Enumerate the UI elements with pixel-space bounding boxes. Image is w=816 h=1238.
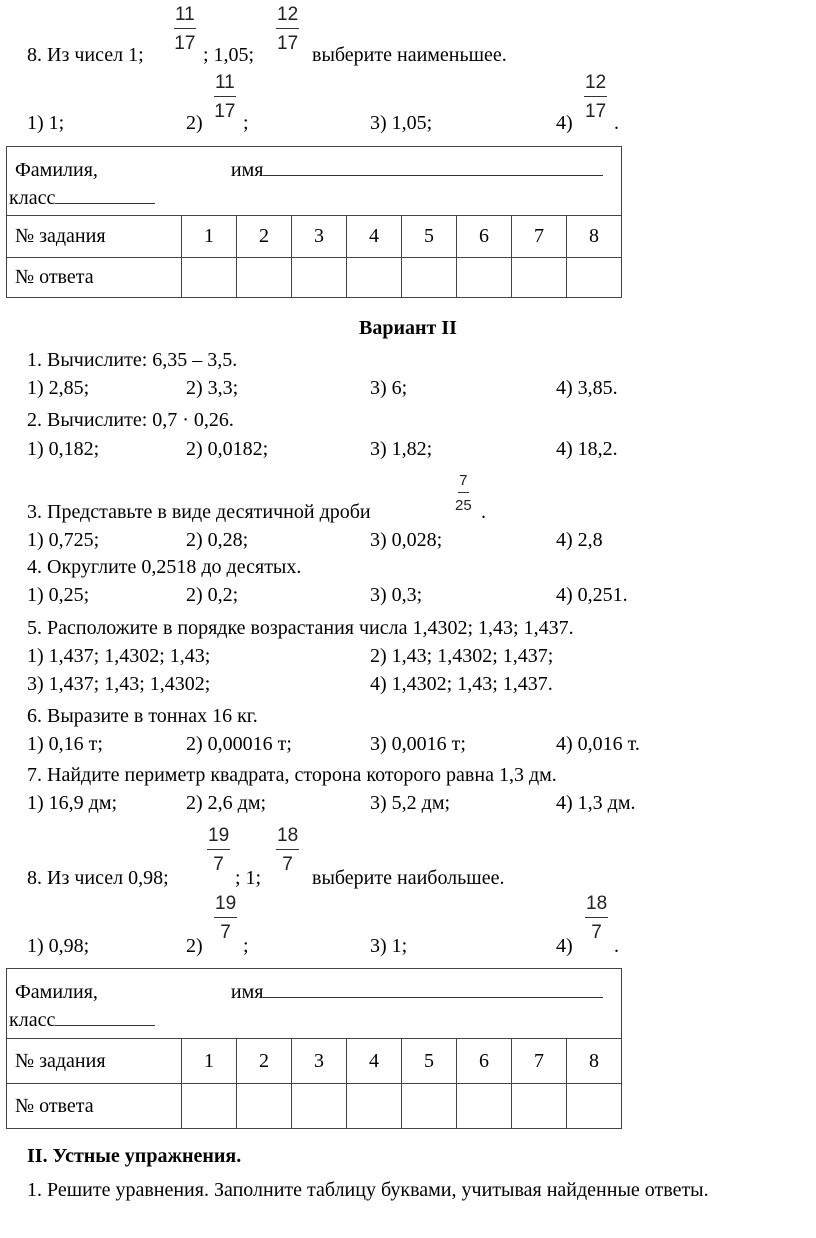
denominator: 17	[174, 33, 196, 54]
answer-table-1	[6, 146, 622, 298]
denominator: 17	[585, 101, 607, 122]
answer-cell[interactable]	[402, 1084, 457, 1129]
v2-q6-answer-1: 1) 0,16 т;	[27, 733, 103, 755]
task-number: 8	[567, 1039, 622, 1084]
denominator: 25	[455, 497, 472, 514]
answer-cell[interactable]	[237, 258, 292, 298]
v2-q7-text: 7. Найдите периметр квадрата, сторона которого равна 1,3 дм.	[27, 764, 557, 786]
answer-cell[interactable]	[182, 258, 237, 298]
name-field[interactable]	[263, 155, 603, 176]
fraction-18-7	[276, 825, 299, 876]
answer-cell[interactable]	[457, 258, 512, 298]
variant-2-title: Вариант II	[359, 317, 457, 339]
name-field[interactable]	[263, 977, 603, 998]
v2-q4-answer-4: 4) 0,251.	[556, 584, 628, 606]
surname-label: Фамилия,	[15, 981, 98, 1003]
answer-cell[interactable]	[292, 1084, 347, 1129]
task-number: 6	[457, 1039, 512, 1084]
oral-exercises-heading: II. Устные упражнения.	[27, 1145, 242, 1167]
task-number: 8	[567, 216, 622, 258]
v2-q3-answer-1: 1) 0,725;	[27, 529, 100, 551]
v2-q4-answer-2: 2) 0,2;	[186, 584, 239, 606]
denominator: 7	[591, 922, 602, 943]
task-number: 6	[457, 216, 512, 258]
v2-q1-answer-1: 1) 2,85;	[27, 377, 90, 399]
numerator: 12	[276, 4, 299, 29]
denominator: 17	[277, 33, 299, 54]
v1-q8-answer-3: 3) 1,05;	[370, 112, 433, 134]
answer-cell[interactable]	[512, 1084, 567, 1129]
oral-task-1: 1. Решите уравнения. Заполните таблицу буквами, учитывая найденные ответы.	[27, 1179, 709, 1201]
fraction-12-17	[584, 72, 607, 123]
denominator: 17	[214, 101, 236, 122]
v2-q8-answer-1: 1) 0,98;	[27, 935, 90, 957]
numerator: 18	[276, 825, 299, 850]
answer-number-row	[7, 1084, 622, 1129]
v2-q1-text: 1. Вычислите: 6,35 – 3,5.	[27, 349, 238, 371]
answer-cell[interactable]	[457, 1084, 512, 1129]
v2-q8-answer-2-suffix: ;	[243, 935, 249, 957]
v1-q8-answer-4: 4)	[556, 112, 573, 134]
answer-cell[interactable]	[182, 1084, 237, 1129]
task-number-row	[7, 1039, 622, 1084]
v2-q8-answer-4-suffix: .	[614, 935, 619, 957]
task-number: 3	[292, 1039, 347, 1084]
v2-q3-text: 3. Представьте в виде десятичной дроби	[27, 501, 371, 523]
v2-q2-text: 2. Вычислите: 0,7 · 0,26.	[27, 409, 234, 431]
v1-q8-text-mid: ; 1,05;	[203, 44, 255, 66]
denominator: 7	[220, 922, 231, 943]
fraction-11-17	[174, 4, 196, 55]
task-number: 7	[512, 1039, 567, 1084]
v1-q8-answer-2-suffix: ;	[243, 112, 249, 134]
task-number: 4	[347, 1039, 402, 1084]
v2-q2-answer-4: 4) 18,2.	[556, 438, 618, 460]
v2-q5-answer-2: 2) 1,43; 1,4302; 1,437;	[370, 645, 554, 667]
v2-q4-answer-1: 1) 0,25;	[27, 584, 90, 606]
task-number: 2	[237, 216, 292, 258]
answer-row-label: № ответа	[7, 1084, 182, 1129]
numerator: 7	[458, 472, 468, 493]
answer-cell[interactable]	[567, 258, 622, 298]
numerator: 19	[207, 825, 230, 850]
class-field[interactable]	[55, 183, 155, 204]
fraction-19-7	[207, 825, 230, 876]
v1-q8-text-after: выберите наименьшее.	[312, 44, 507, 66]
v2-q8-text-before: 8. Из чисел 0,98;	[27, 867, 169, 889]
v2-q8-text-after: выберите наибольшее.	[312, 867, 505, 889]
v2-q7-answer-2: 2) 2,6 дм;	[186, 792, 267, 814]
answer-row-label: № ответа	[7, 258, 182, 298]
v1-q8-answer-2: 2)	[186, 112, 203, 134]
v2-q6-text: 6. Выразите в тоннах 16 кг.	[27, 705, 258, 727]
answer-cell[interactable]	[292, 258, 347, 298]
fraction-19-7	[214, 893, 237, 944]
v1-q8-text-before: 8. Из чисел 1;	[27, 44, 144, 66]
v2-q6-answer-4: 4) 0,016 т.	[556, 733, 640, 755]
v2-q1-answer-2: 2) 3,3;	[186, 377, 239, 399]
task-number: 4	[347, 216, 402, 258]
student-info-cell	[7, 147, 622, 216]
v2-q5-answer-1: 1) 1,437; 1,4302; 1,43;	[27, 645, 211, 667]
numerator: 11	[174, 4, 196, 29]
answer-cell[interactable]	[347, 1084, 402, 1129]
v2-q5-text: 5. Расположите в порядке возрастания числа 1,4302; 1,43; 1,437.	[27, 617, 574, 639]
answer-cell[interactable]	[512, 258, 567, 298]
answer-number-row	[7, 258, 622, 298]
answer-cell[interactable]	[347, 258, 402, 298]
task-row-label: № задания	[7, 1039, 182, 1084]
answer-table-2	[6, 968, 622, 1129]
v2-q5-answer-4: 4) 1,4302; 1,43; 1,437.	[370, 673, 553, 695]
v2-q3-answer-4: 4) 2,8	[556, 529, 603, 551]
v2-q8-answer-3: 3) 1;	[370, 935, 408, 957]
student-info-cell	[7, 969, 622, 1039]
name-label: имя	[230, 981, 264, 1003]
v2-q8-answer-2: 2)	[186, 935, 203, 957]
numerator: 18	[585, 893, 608, 918]
v2-q1-answer-3: 3) 6;	[370, 377, 408, 399]
task-row-label: № задания	[7, 216, 182, 258]
v2-q1-answer-4: 4) 3,85.	[556, 377, 618, 399]
v2-q8-answer-4: 4)	[556, 935, 573, 957]
task-number: 5	[402, 1039, 457, 1084]
task-number: 5	[402, 216, 457, 258]
v1-q8-answer-1: 1) 1;	[27, 112, 65, 134]
task-number: 3	[292, 216, 347, 258]
answer-cell[interactable]	[567, 1084, 622, 1129]
fraction-7-25	[455, 472, 472, 515]
v2-q7-answer-1: 1) 16,9 дм;	[27, 792, 118, 814]
v2-q3-suffix: .	[481, 501, 486, 523]
denominator: 7	[282, 854, 293, 875]
v2-q6-answer-3: 3) 0,0016 т;	[370, 733, 466, 755]
task-number: 1	[182, 216, 237, 258]
v2-q5-answer-3: 3) 1,437; 1,43; 1,4302;	[27, 673, 211, 695]
task-number: 1	[182, 1039, 237, 1084]
v2-q7-answer-3: 3) 5,2 дм;	[370, 792, 451, 814]
answer-cell[interactable]	[402, 258, 457, 298]
task-number-row	[7, 216, 622, 258]
fraction-18-7	[585, 893, 608, 944]
v2-q7-answer-4: 4) 1,3 дм.	[556, 792, 636, 814]
v1-q8-answer-4-suffix: .	[614, 112, 619, 134]
class-field[interactable]	[55, 1005, 155, 1026]
numerator: 19	[214, 893, 237, 918]
task-number: 2	[237, 1039, 292, 1084]
v2-q3-answer-2: 2) 0,28;	[186, 529, 249, 551]
v2-q2-answer-2: 2) 0,0182;	[186, 438, 269, 460]
v2-q6-answer-2: 2) 0,00016 т;	[186, 733, 292, 755]
v2-q2-answer-1: 1) 0,182;	[27, 438, 100, 460]
answer-cell[interactable]	[237, 1084, 292, 1129]
fraction-11-17	[214, 72, 236, 123]
v2-q2-answer-3: 3) 1,82;	[370, 438, 433, 460]
task-number: 7	[512, 216, 567, 258]
name-label: имя	[230, 159, 264, 181]
v2-q4-answer-3: 3) 0,3;	[370, 584, 423, 606]
v2-q3-answer-3: 3) 0,028;	[370, 529, 443, 551]
class-label: класс	[9, 1009, 56, 1031]
class-label: класс	[9, 187, 56, 209]
numerator: 12	[584, 72, 607, 97]
denominator: 7	[213, 854, 224, 875]
numerator: 11	[214, 72, 236, 97]
v2-q4-text: 4. Округлите 0,2518 до десятых.	[27, 556, 302, 578]
surname-label: Фамилия,	[15, 159, 98, 181]
fraction-12-17	[276, 4, 299, 55]
v2-q8-text-mid: ; 1;	[235, 867, 262, 889]
